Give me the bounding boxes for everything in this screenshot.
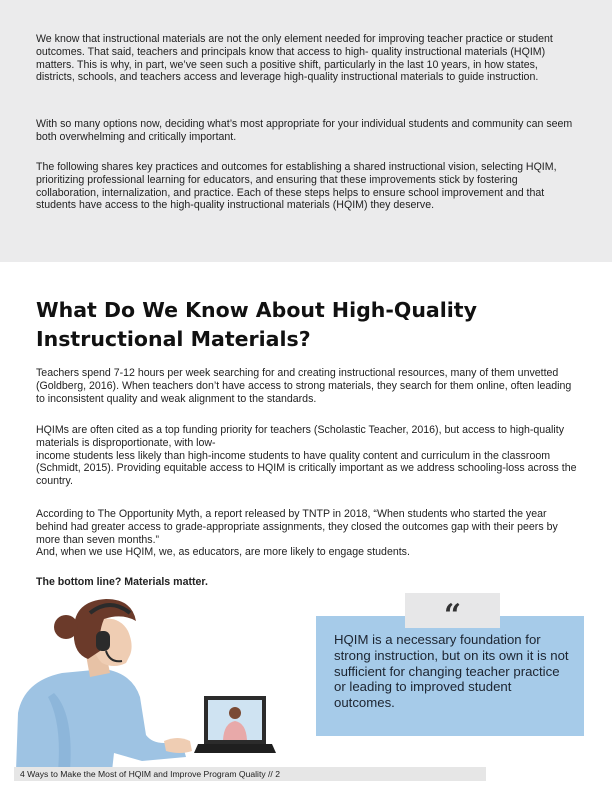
body-paragraph-1: Teachers spend 7-12 hours per week searching for and creating instructional resources, many of them unvetted (Goldberg, 2016). When teachers don’t have access to strong materials, they search for them online, often leading to inconsistent quality and weak alignment to the standards.	[36, 367, 572, 405]
bottom-line: The bottom line? Materials matter.	[36, 576, 208, 588]
body-paragraph-3	[36, 508, 578, 559]
laptop-base	[194, 744, 276, 753]
body-paragraph-2	[36, 424, 578, 488]
video-call-person-head	[229, 707, 241, 719]
quote-mark-icon: “	[443, 597, 462, 633]
headphone-cup	[96, 631, 110, 651]
teacher-shirt	[16, 669, 186, 771]
teacher-hand	[164, 738, 192, 753]
callout-box	[316, 616, 584, 736]
intro-band	[0, 0, 612, 262]
body-paragraph-2-line-2: income students less likely than high-income students to have quality content and curriculum in the classroom (Schmidt, 2015). Providing equitable access to HQIM is critically important as we address schooling-loss across the country.	[36, 449, 577, 488]
body-paragraph-2-line-1: HQIMs are often cited as a top funding priority for teachers (Scholastic Teacher, 2016), but access to high-quality materials is disproportionate, with low-	[36, 424, 565, 449]
hair-bun	[54, 615, 78, 639]
teacher-laptop-illustration	[14, 593, 304, 771]
callout-text: HQIM is a necessary foundation for strong instruction, but on its own it is not sufficient for changing teacher practice or leading to improved student outcomes.	[334, 632, 569, 711]
body-paragraph-3-line-1: According to The Opportunity Myth, a report released by TNTP in 2018, “When students who started the year behind had greater access to grade-appropriate assignments, they closed the outcomes gap with their peers by more than seven months.”	[36, 508, 558, 546]
intro-paragraph-2: With so many options now, deciding what’s most appropriate for your individual students and community can seem both overwhelming and critically important.	[36, 118, 573, 143]
section-heading: What Do We Know About High-Quality Instructional Materials?	[36, 298, 477, 351]
page-footer: 4 Ways to Make the Most of HQIM and Improve Program Quality // 2	[14, 767, 486, 781]
intro-paragraph-1: We know that instructional materials are not the only element needed for improving teacher practice or student outcomes. That said, teachers and principals know that access to high- quality instructional materials (HQIM) matters. This is why, in part, we’ve seen such a positive shift, particularly in the last 10 years, in how states, districts, schools, and teachers access and leverage high-quality instructional materials to guide instruction.	[36, 33, 553, 84]
intro-paragraph-3: The following shares key practices and outcomes for establishing a shared instructional vision, selecting HQIM, prioritizing professional learning for educators, and ensuring that these improvements stick by fostering collaboration, internalization, and practice. Each of these steps helps to ensure school improvement and that students have access to the high-quality instructional materials (HQIM) they deserve.	[36, 161, 557, 212]
body-paragraph-3-line-2: And, when we use HQIM, we, as educators, are more likely to engage students.	[36, 546, 410, 559]
quote-mark-tab	[405, 593, 500, 633]
